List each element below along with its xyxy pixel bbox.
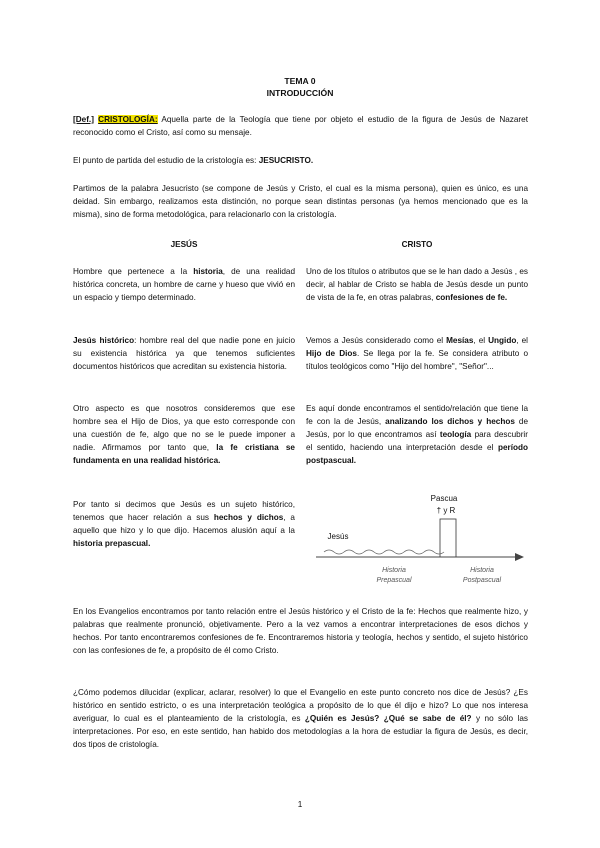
timeline-arrow-icon	[515, 553, 524, 561]
bold-run: teología	[439, 430, 472, 439]
como-paragraph	[73, 686, 528, 751]
bold-run: ¿Qué se sabe de él?	[383, 714, 472, 723]
starting-point-paragraph	[73, 154, 528, 167]
pascua-box	[440, 519, 456, 557]
page-number: 1	[297, 800, 303, 809]
text-run: para descubrir el sentido, haciendo una interpretación desde el	[306, 430, 528, 452]
definition-text: Aquella parte de la Teología que tiene por objeto el estudio de la figura de Jesús de Nazaret reconocido como el Cristo, así como su mensaje.	[73, 115, 528, 137]
starting-point-text: El punto de partida del estudio de la cristología es:	[73, 156, 259, 165]
cristo-paragraph-1	[306, 265, 528, 304]
jesus-paragraph-3	[73, 402, 295, 467]
topic-title: TEMA 0	[284, 76, 316, 86]
cristo-paragraph-3	[306, 402, 528, 467]
pascua-label: Pascua	[430, 494, 458, 503]
starting-point-bold: JESUCRISTO.	[258, 156, 314, 165]
bold-run: Ungido	[488, 336, 517, 345]
definition-paragraph	[73, 113, 528, 139]
bold-run: período postpascual.	[306, 443, 528, 465]
text-run: de Jesús, por lo que encontramos así	[306, 417, 528, 439]
definition-term: CRISTOLOGÍA:	[98, 115, 158, 124]
bold-run: confesiones de fe.	[435, 293, 508, 302]
bold-run: historia	[193, 267, 223, 276]
postpascual-label: Postpascual	[462, 577, 502, 584]
evangelios-paragraph: En los Evangelios encontramos por tanto relación entre el Jesús histórico y el Cristo de la fe: Hechos que realmente hizo, y palabras que realmente pronunció, objetivamente. Pero a la vez vamos a encontrar interpretaciones de esos dichos y hechos. Por tanto encontraremos confesiones de fe. Encontraremos historia y teología, hechos y sentido, el sujeto histórico con las confesiones de fe, a propósito de él como Cristo.	[73, 607, 528, 655]
cristo-column-title: CRISTO	[401, 240, 433, 249]
prepascual-historia-label: Historia	[382, 567, 406, 574]
text-run: Es aquí donde encontramos el sentido/relación que tiene la fe con la de Jesús,	[306, 404, 528, 426]
timeline-diagram	[310, 492, 530, 592]
text-run: , el	[473, 336, 489, 345]
bold-run: historia prepascual.	[73, 539, 151, 548]
text-run: Uno de los títulos o atributos que se le han dado a Jesús , es decir, al hablar de Cristo se habla de Jesús desde un punto de vista de la fe, en otras palabras,	[306, 267, 528, 302]
text-run: . Se llega por la fe. Se considera atributo o títulos teológicos como "Hijo del hombre", "Señor"...	[306, 349, 528, 371]
wavy-line	[324, 550, 444, 554]
bold-run: hechos y dichos	[213, 513, 284, 522]
bold-run: Jesús histórico	[73, 336, 135, 345]
partimos-paragraph: Partimos de la palabra Jesucristo (se compone de Jesús y Cristo, el cual es la misma persona), quien es único, es una deidad. Sin embargo, realizamos esta distinción, no porque sean distintas personas (ya hemos mencionado que es la misma), sino de forma metodológica, para relacionarlo con la cristología.	[73, 184, 528, 219]
definition-tag: [Def.]	[73, 115, 94, 124]
death-resurrection-label: † y R	[436, 506, 456, 515]
text-run: ¿Cómo podemos dilucidar (explicar, aclarar, resolver) lo que el Evangelio en este punto concreto nos dice de Jesús? ¿Es histórico en sentido estricto, o es una interpretación teológica a propósito de lo que él dijo e hizo? Lo que nos interesa averiguar, lo cual es el planteamiento de la cristología, es	[73, 688, 528, 723]
text-run: Por tanto si decimos que Jesús es un sujeto histórico, tenemos que hacer relación a sus	[73, 500, 295, 522]
jesus-label: Jesús	[327, 532, 349, 541]
text-run: Vemos a Jesús considerado como el	[306, 336, 447, 345]
text-run: Otro aspecto es que nosotros consideremos que ese hombre sea el Hijo de Dios, ya que esto corresponde con una cuestión de fe, algo que no se le puede imponer a nadie. Afirmamos por tanto que,	[73, 404, 295, 452]
introduction-title: INTRODUCCIÓN	[266, 88, 334, 98]
jesus-paragraph-4	[73, 498, 295, 550]
text-run: y no sólo las interpretaciones. Por eso, en este sentido, han habido dos metodologías a la hora de estudiar la figura de Jesús, es decir, dos tipos de cristología.	[73, 714, 528, 749]
bold-run: la fe cristiana se fundamenta en una realidad histórica.	[73, 443, 295, 465]
prepascual-label: Prepascual	[376, 577, 412, 584]
jesus-paragraph-2	[73, 334, 295, 373]
cristo-paragraph-2	[306, 334, 528, 373]
text-run: : hombre real del que nadie pone en juicio su existencia histórica ya que tenemos suficientes documentos históricos que acreditan su existencia historia.	[73, 336, 295, 371]
bold-run: ¿Quién es Jesús?	[304, 714, 380, 723]
bold-run: Hijo de Dios	[306, 349, 357, 358]
text-run: , de una realidad histórica concreta, un hombre de carne y hueso que vivió en un espacio y tiempo determinado.	[73, 267, 296, 302]
text-run: , a aquello que hizo y lo que dijo. Hacemos alusión aquí a la	[73, 513, 295, 535]
text-run: , el	[516, 336, 528, 345]
text-run: Hombre que pertenece a la	[73, 267, 194, 276]
bold-run: Mesías	[446, 336, 474, 345]
jesus-column-title: JESÚS	[170, 240, 198, 249]
jesus-paragraph-1	[73, 265, 295, 304]
postpascual-historia-label: Historia	[470, 567, 494, 574]
bold-run: analizando los dichos y hechos	[385, 417, 515, 426]
